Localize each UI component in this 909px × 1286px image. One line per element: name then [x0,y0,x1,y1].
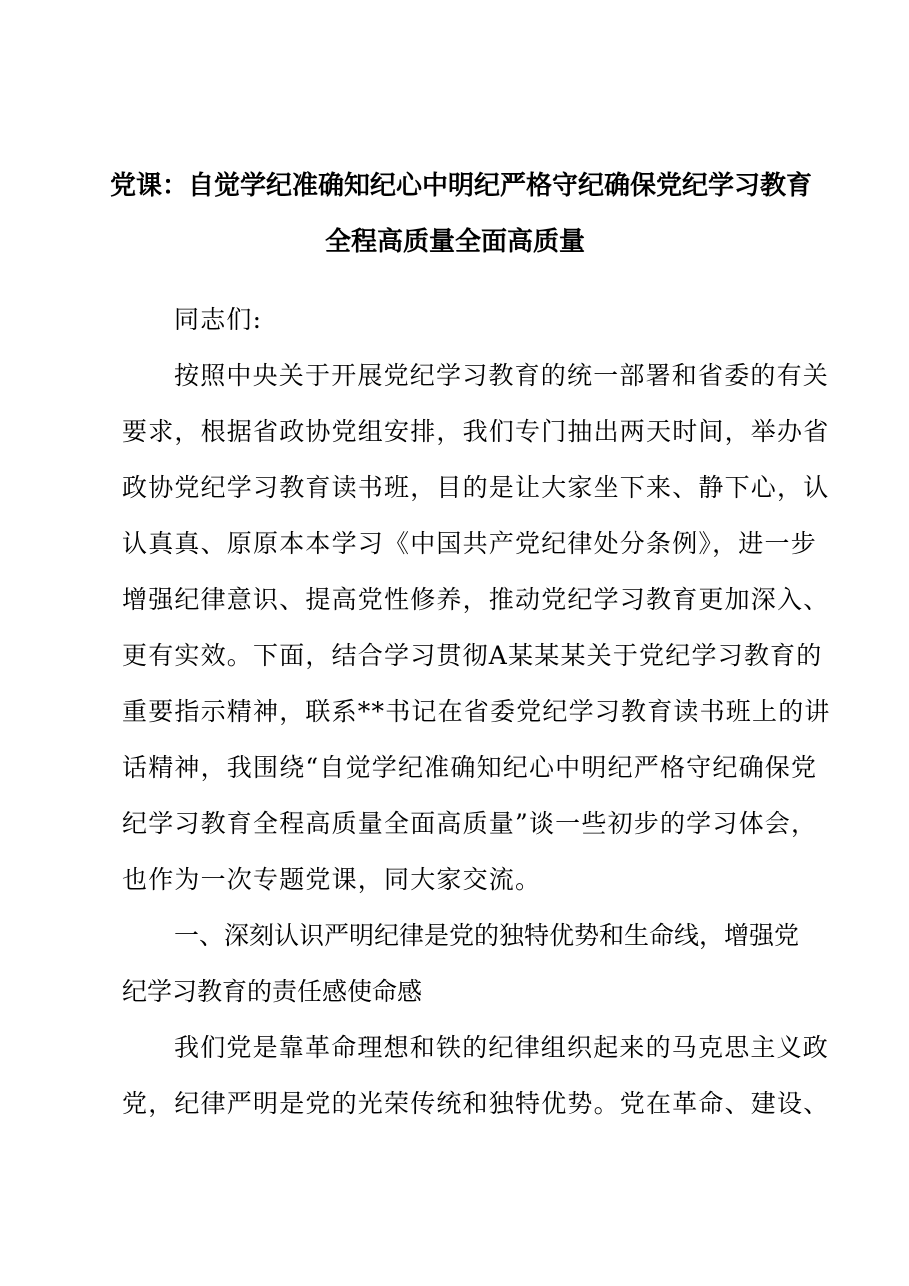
paragraph-2-line: 我们党是靠革命理想和铁的纪律组织起来的马克思主义政 [174,1033,830,1062]
title-line-1: 党课：自觉学纪准确知纪心中明纪严格守纪确保党纪学习教育 [110,171,813,201]
section-heading-line: 一、深刻认识严明纪律是党的独特优势和生命线，增强党 [174,921,800,950]
paragraph-1-line: 政协党纪学习教育读书班，目的是让大家坐下来、静下心，认 [122,473,830,502]
paragraph-1-line: 话精神，我围绕“自觉学纪准确知纪心中明纪严格守纪确保党 [122,753,818,782]
section-heading-1 [122,908,800,1020]
salutation: 同志们: [174,305,263,334]
paragraph-1-line: 重要指示精神，联系**书记在省委党纪学习教育读书班上的讲 [122,697,831,726]
paragraph-1-line: 认真真、原原本本学习《中国共产党纪律处分条例》，进一步 [122,529,817,558]
paragraph-1-line: 要求，根据省政协党组安排，我们专门抽出两天时间，举办省 [122,417,830,446]
paragraph-1-line: 增强纪律意识、提高党性修养，推动党纪学习教育更加深入、 [122,585,830,614]
paragraph-2 [122,1020,830,1132]
title-line-2: 全程高质量全面高质量 [324,227,585,257]
paragraph-1-line: 纪学习教育全程高质量全面高质量”谈一些初步的学习体会， [122,809,818,838]
paragraph-1-line: 按照中央关于开展党纪学习教育的统一部署和省委的有关 [174,361,830,390]
paragraph-1-line: 更有实效。下面，结合学习贯彻A某某某关于党纪学习教育的 [122,641,823,670]
document-title [110,158,813,270]
section-heading-line: 纪学习教育的责任感使命感 [122,977,423,1006]
paragraph-2-line: 党，纪律严明是党的光荣传统和独特优势。党在革命、建设、 [122,1089,830,1118]
salutation-block [122,292,782,348]
paragraph-1 [122,348,831,908]
paragraph-1-line: 也作为一次专题党课，同大家交流。 [122,865,542,894]
